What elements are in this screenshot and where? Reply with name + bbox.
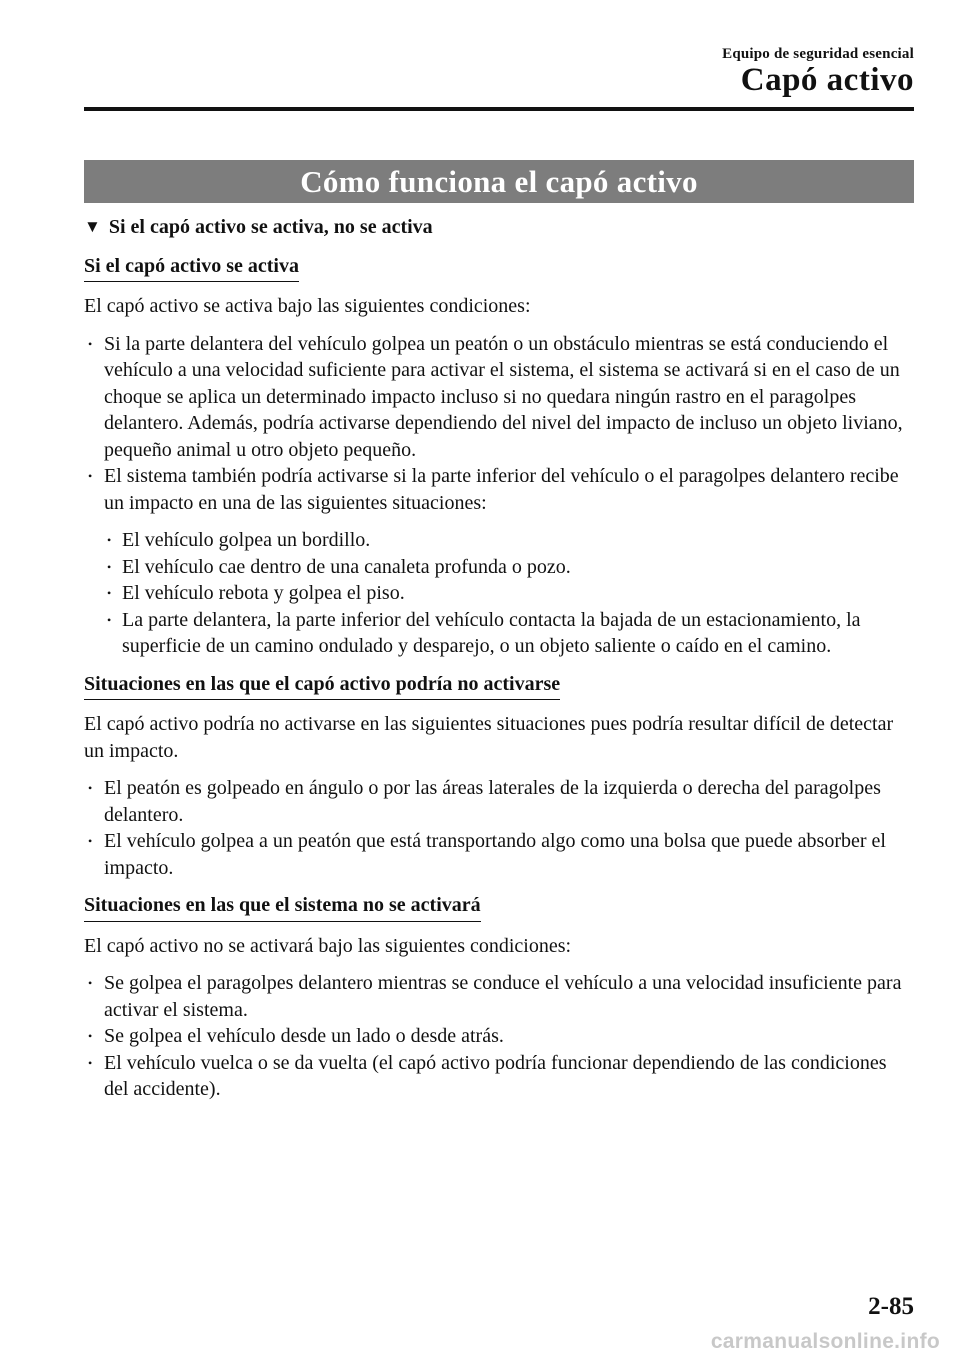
header-rule [84,107,914,111]
heading-activates: Si el capó activo se activa [84,253,299,283]
bullet-list-activates [84,331,914,660]
list-item: • Se golpea el vehículo desde un lado o desde atrás. [84,1023,914,1050]
heading-will-not-activate: Situaciones en las que el sistema no se activará [84,892,481,922]
list-item-text: El sistema también podría activarse si la parte inferior del vehículo o el paragolpes delantero recibe un impacto en una de las siguientes situaciones: [104,465,899,514]
nested-list [104,527,914,660]
list-item [84,331,914,464]
chapter-label: Equipo de seguridad esencial [722,46,914,62]
list-item: • El vehículo vuelca o se da vuelta (el capó activo podría funcionar dependiendo de las condiciones del accidente). [84,1050,914,1103]
content [84,214,914,1114]
intro-activates: El capó activo se activa bajo las siguientes condiciones: [84,295,531,317]
heading-wrap [84,253,914,283]
list-item [84,463,914,660]
nested-list-item: • El vehículo golpea un bordillo. [104,527,914,554]
subsection-title: Si el capó activo se activa, no se activa [108,216,433,238]
watermark: carmanualsonline.info [710,1330,940,1353]
intro-may-not-activate: El capó activo podría no activarse en las siguientes situaciones pues podría resultar difícil de detectar un impacto. [84,713,894,762]
list-item: • El vehículo golpea a un peatón que está transportando algo como una bolsa que puede absorber el impacto. [84,828,914,881]
list-item: • Se golpea el paragolpes delantero mientras se conduce el vehículo a una velocidad insuficiente para activar el sistema. [84,970,914,1023]
list-item-text: Si la parte delantera del vehículo golpea un peatón o un obstáculo mientras se está conduciendo el vehículo a una velocidad suficiente para activar el sistema, el sistema se activará si en el caso de un choque se aplica un determinado impacto incluso si no quedara ningún rastro en el paragolpes delantero. Además, podría activarse dependiendo del nivel del impacto de incluso un objeto liviano, pequeño animal u otro objeto pequeño. [104,332,903,461]
heading-wrap [84,671,914,701]
page-header-title: Capó activo [740,62,914,98]
nested-list-item: • La parte delantera, la parte inferior del vehículo contacta la bajada de un estacionamiento, la superficie de un camino ondulado y desparejo, o un objeto saliente o caído en el camino. [104,607,914,660]
heading-wrap [84,892,914,922]
nested-list-item: • El vehículo cae dentro de una canaleta profunda o pozo. [104,554,914,581]
subsection-heading [84,214,914,242]
intro-will-not-activate: El capó activo no se activará bajo las siguientes condiciones: [84,934,572,957]
section-banner: Cómo funciona el capó activo [84,160,914,203]
heading-may-not-activate: Situaciones en las que el capó activo podría no activarse [84,671,560,701]
triangle-down-icon: ▼ [84,217,101,236]
bullet-list-will-not-activate [84,970,914,1103]
bullet-list-may-not-activate [84,775,914,881]
nested-list-item: • El vehículo rebota y golpea el piso. [104,580,914,607]
page-number: 2-85 [868,1293,914,1320]
list-item: • El peatón es golpeado en ángulo o por las áreas laterales de la izquierda o derecha del paragolpes delantero. [84,775,914,828]
